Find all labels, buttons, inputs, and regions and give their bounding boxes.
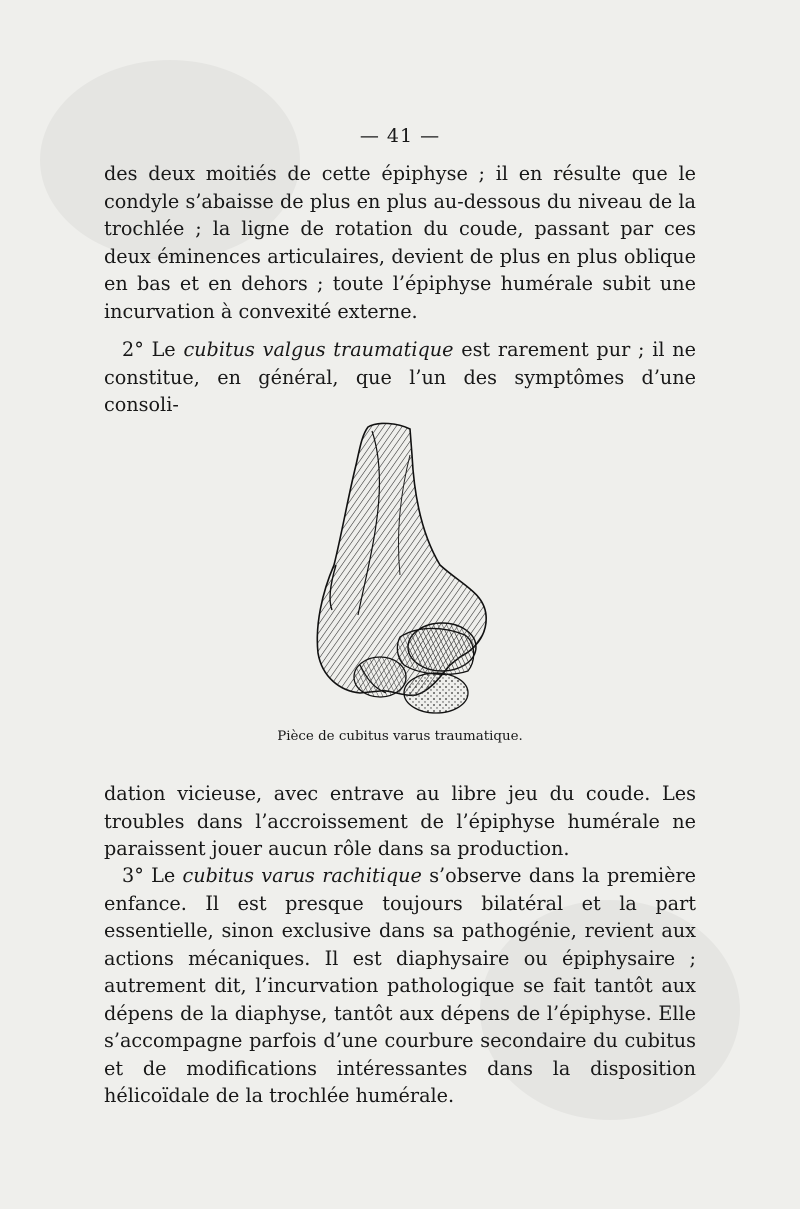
paragraph-2-rest: est rarement pur ; il ne constitue, en général, que l’un des symptômes d’une consoli- <box>104 338 696 416</box>
paragraph-4-term: cubitus varus rachitique <box>182 864 422 887</box>
paragraph-3: dation vicieuse, avec entrave au libre jeu du coude. Les troubles dans l’accroissement de l’épiphyse humérale ne paraissent jouer aucun rôle dans sa production. <box>104 782 696 860</box>
paragraph-2 <box>104 336 696 419</box>
paragraph-4 <box>104 862 696 1110</box>
paragraph-2-term: cubitus valgus traumatique <box>183 338 454 361</box>
paragraph-1: des deux moitiés de cette épiphyse ; il en résulte que le condyle s’abaisse de plus en plus au-dessous du niveau de la trochlée ; la ligne de rotation du coude, passant par ces deux éminences articulaires, devient de plus en plus oblique en bas et en dehors ; toute l’épiphyse humérale subit une incurvation à convexité externe. <box>104 162 696 323</box>
paragraph-2-lead: 2° Le <box>122 338 184 361</box>
figure-caption: Pièce de cubitus varus traumatique. <box>277 729 523 744</box>
elbow-bone-drawing <box>300 415 500 725</box>
paragraph-4-rest: s’observe dans la première enfance. Il est presque toujours bilatéral et la part essentielle, sinon exclusive dans sa pathogénie, revient aux actions mécaniques. Il est diaphysaire ou épiphysaire ; autrement dit, l’incurvation pathologique se fait tantôt aux dépens de la diaphyse, tantôt aux dépens de l’épiphyse. Elle s’accompagne parfois d’une courbure secondaire du cubitus et de modifications intéressantes dans la disposition hélicoïdale de la trochlée humérale. <box>104 864 696 1107</box>
bone-illustration <box>300 415 500 725</box>
page-number: — 41 — <box>359 125 441 147</box>
paragraph-4-lead: 3° Le <box>122 864 183 887</box>
